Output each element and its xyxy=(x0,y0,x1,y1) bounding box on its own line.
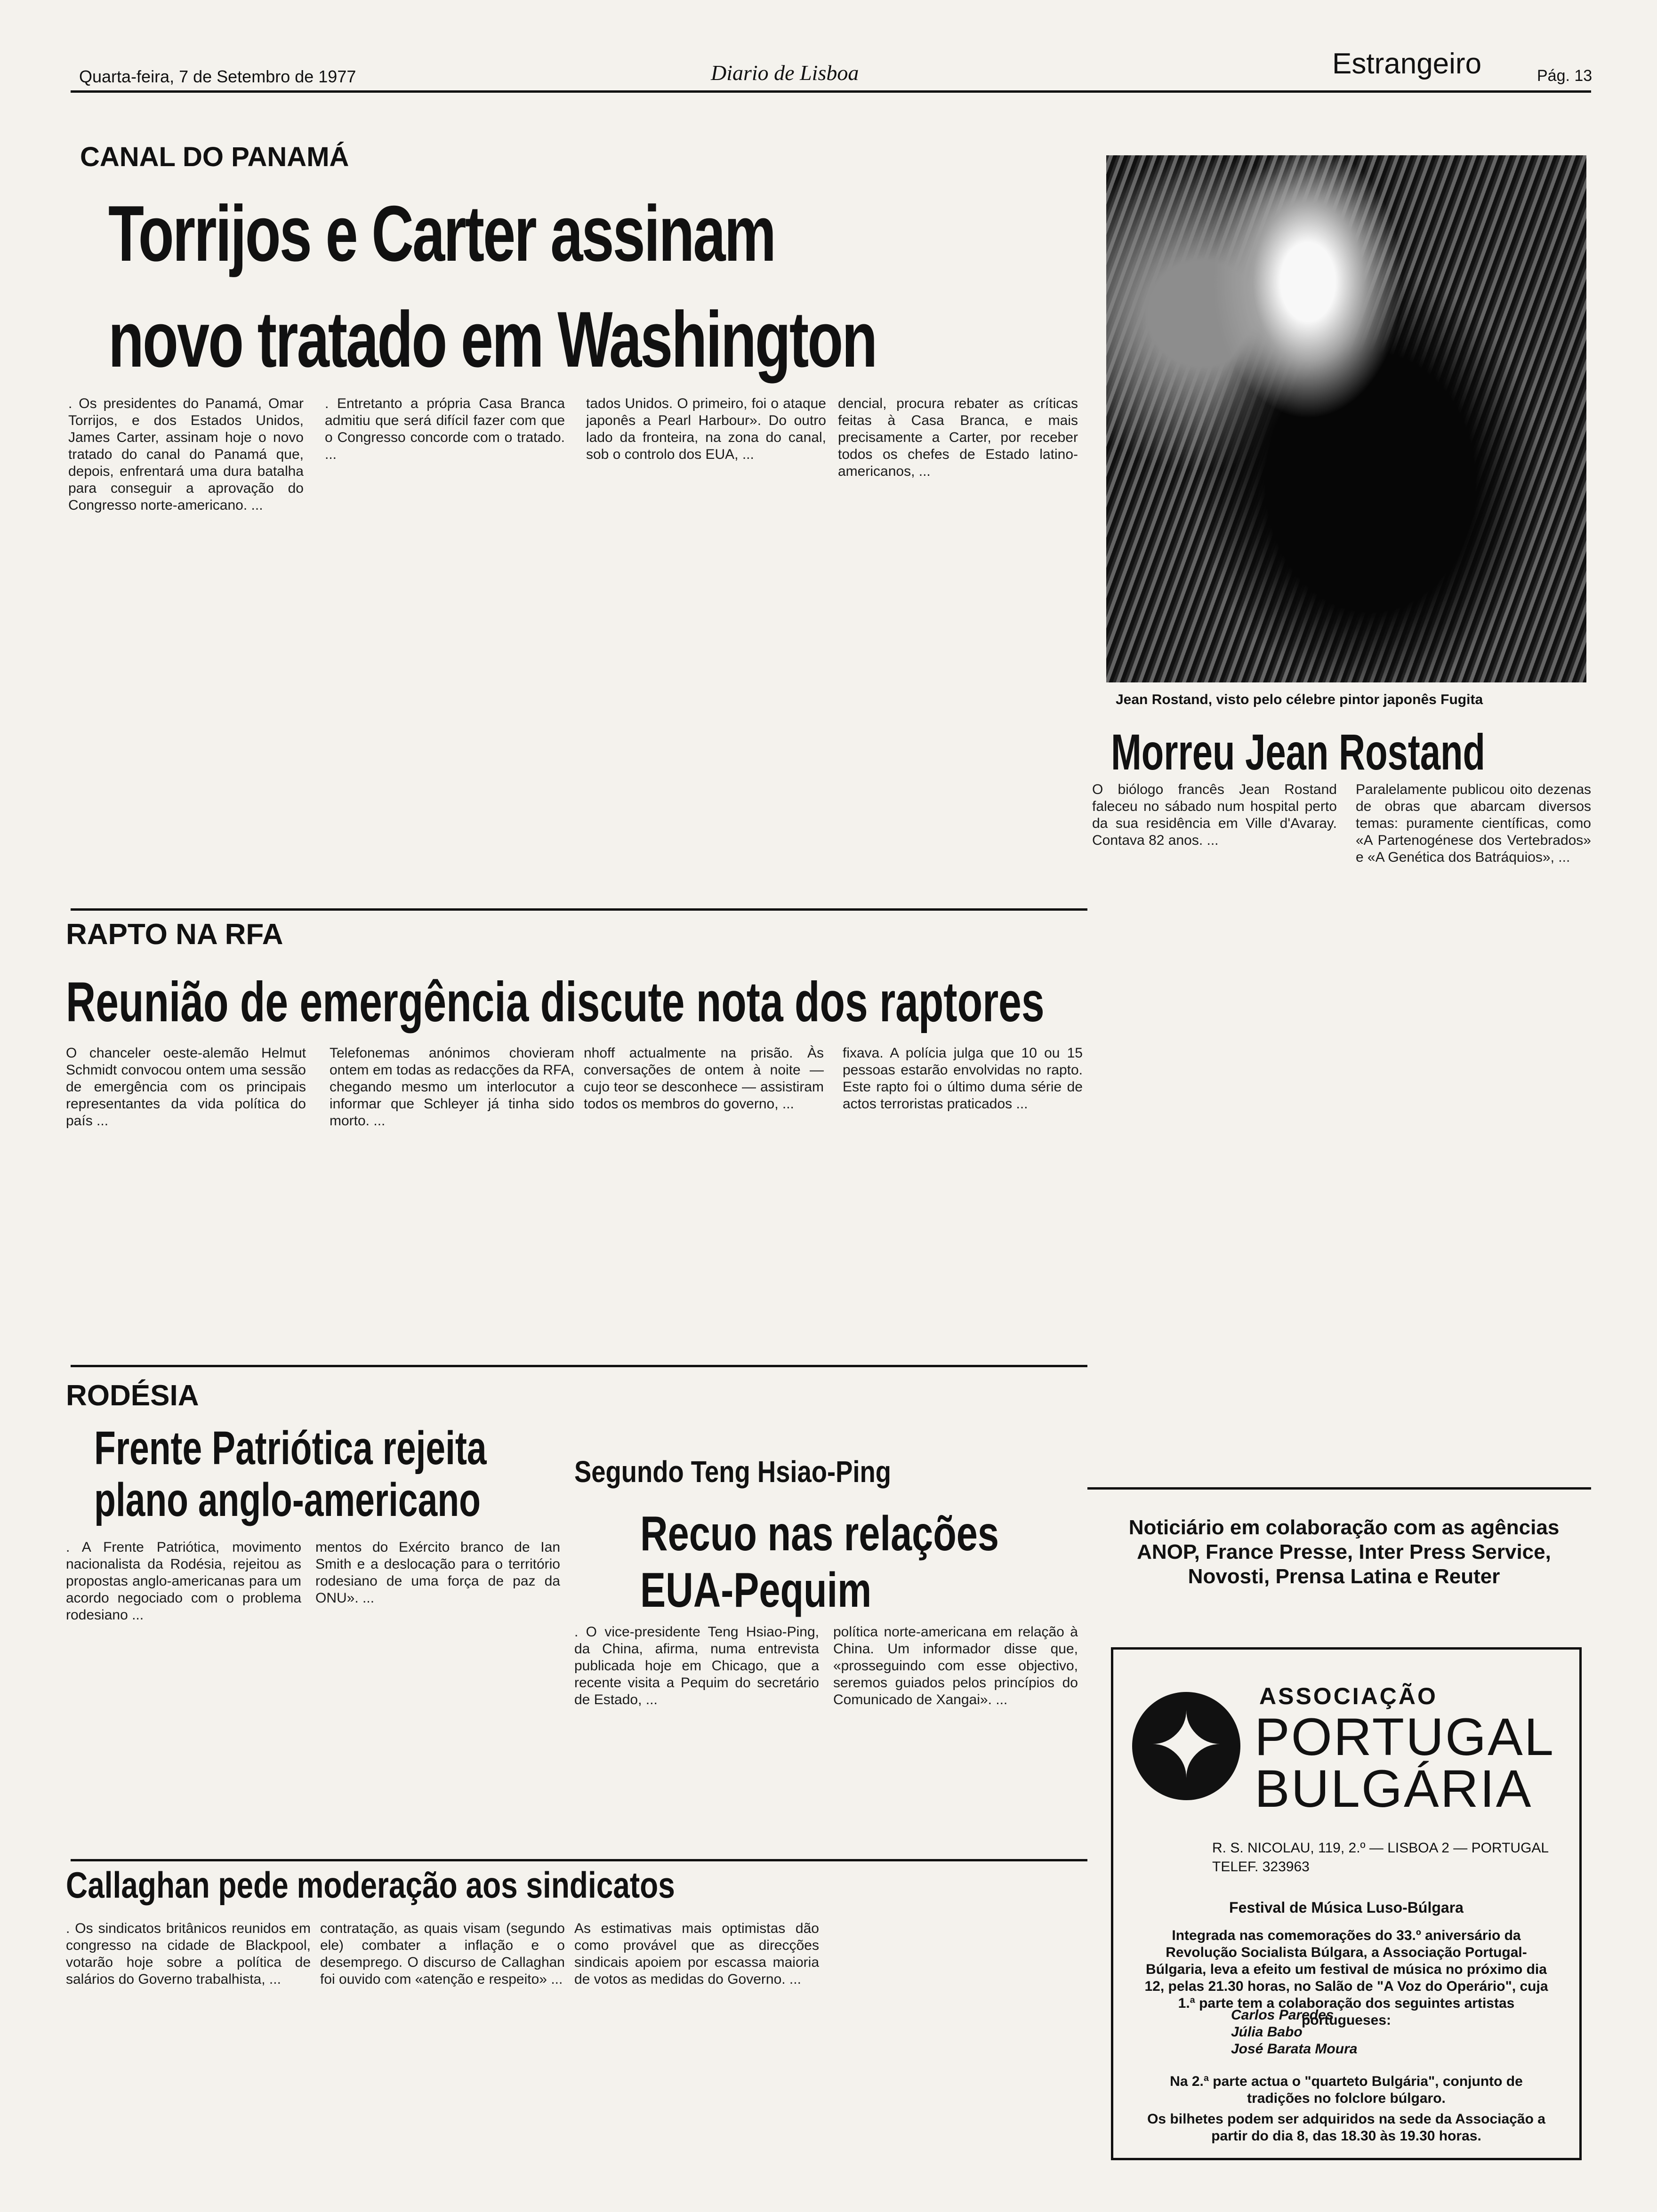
panama-col-2: . Entretanto a própria Casa Branca admitiu que será difícil fazer com que o Congresso concorde com o tratado. ... xyxy=(325,396,565,462)
divider-rfa xyxy=(71,1365,1087,1367)
ad-phone: TELEF. 323963 xyxy=(1212,1859,1310,1875)
callaghan-col-2: contratação, as quais visam (segundo ele) combater a inflação e o desemprego. O discurso de Callaghan foi ouvido com «atenção e respeito» ... xyxy=(320,1921,565,1987)
rfa-col-1: O chanceler oeste-alemão Helmut Schmidt convocou ontem uma sessão de emergência com os principais representantes da vida política do país ... xyxy=(66,1045,306,1129)
rodesia-col-2: mentos do Exército branco de Ian Smith e a deslocação para o território rodesiano de uma força de paz da ONU». ... xyxy=(315,1539,560,1606)
panama-col-4: dencial, procura rebater as críticas feitas à Casa Branca, e mais precisamente a Carter, por receber todos os chefes de Estado latino-americanos, ... xyxy=(838,396,1078,479)
divider-rostand xyxy=(1087,1487,1591,1490)
rostand-col-2: Paralelamente publicou oito dezenas de obras que abarcam diversos temas: puramente científicas, como «A Partenogénese dos Vertebrados» e «A Genética dos Batráquios», ... xyxy=(1356,782,1591,865)
ad-name-line-1: PORTUGAL xyxy=(1255,1707,1555,1766)
ad-festival-title: Festival de Música Luso-Búlgara xyxy=(1229,1899,1464,1916)
headline-panama-2: novo tratado em Washington xyxy=(108,295,877,384)
header-rule xyxy=(71,90,1591,93)
rodesia-col-1: . A Frente Patriótica, movimento nacionalista da Rodésia, rejeitou as propostas anglo-americanas para um acordo negociado com o problema rodesiano ... xyxy=(66,1539,301,1623)
rostand-photo-caption: Jean Rostand, visto pelo célebre pintor japonês Fugita xyxy=(1116,692,1483,707)
headline-rostand: Morreu Jean Rostand xyxy=(1111,723,1486,780)
headline-rodesia-1: Frente Patriótica rejeita xyxy=(94,1422,487,1475)
teng-col-2: política norte-americana em relação à China. Um informador disse que, «prosseguindo com esse objectivo, seremos guiados pelos princípios do Comunicado de Xangai». ... xyxy=(833,1624,1078,1707)
callaghan-col-3: As estimativas mais optimistas dão como provável que as direcções sindicais apoiem por escassa maioria de votos as medidas do Governo. ... xyxy=(574,1921,819,1987)
ad-association-label: ASSOCIAÇÃO xyxy=(1259,1683,1438,1709)
rfa-col-3: nhoff actualmente na prisão. Às conversações de ontem à noite — cujo teor se desconhece — assistiram todos os membros do governo, ... xyxy=(584,1045,824,1112)
masthead: Diario de Lisboa xyxy=(711,61,859,85)
callaghan-col-1: . Os sindicatos britânicos reunidos em congresso na cidade de Blackpool, votarão hoje sobre a política de salários do Governo trabalhista, ... xyxy=(66,1921,311,1987)
divider-panama xyxy=(71,908,1087,911)
rostand-portrait-photo xyxy=(1106,155,1586,682)
ad-artist-3: José Barata Moura xyxy=(1231,2041,1358,2057)
page-number: Pág. 13 xyxy=(1537,67,1593,85)
ad-address: R. S. NICOLAU, 119, 2.º — LISBOA 2 — PORTUGAL xyxy=(1212,1840,1549,1856)
star-logo-icon xyxy=(1132,1692,1240,1800)
kicker-rfa: RAPTO NA RFA xyxy=(66,918,283,951)
headline-callaghan: Callaghan pede moderação aos sindicatos xyxy=(66,1864,675,1906)
ad-note-1: Na 2.ª parte actua o "quarteto Bulgária", conjunto de tradições no folclore búlgaro. xyxy=(1170,2074,1523,2106)
ad-artist-1: Carlos Paredes xyxy=(1231,2007,1334,2023)
ad-body-text: Integrada nas comemorações do 33.º aniversário da Revolução Socialista Búlgara, a Associação Portugal-Búlgaria, leva a efeito um festival de música no próximo dia 12, pelas 21.30 horas, no Salão de "A Voz do Operário", cuja 1.ª parte tem a colaboração dos seguintes artistas portugueses: xyxy=(1144,1928,1548,2028)
headline-teng-1: Recuo nas relações xyxy=(640,1507,999,1561)
headline-rodesia-2: plano anglo-americano xyxy=(94,1474,481,1526)
kicker-rodesia: RODÉSIA xyxy=(66,1379,199,1412)
agencies-note: Noticiário em colaboração com as agências ANOP, France Presse, Inter Press Service, Novosti, Prensa Latina e Reuter xyxy=(1128,1516,1560,1588)
ad-name-line-2: BULGÁRIA xyxy=(1255,1759,1533,1818)
headline-teng-2: EUA-Pequim xyxy=(640,1563,872,1618)
ad-portugal-bulgaria xyxy=(1111,1647,1582,2160)
panama-col-1: . Os presidentes do Panamá, Omar Torrijos, e dos Estados Unidos, James Carter, assinam hoje o novo tratado do canal do Panamá que, depois, enfrentará uma dura batalha para conseguir a aprovação do Congresso norte-americano. ... xyxy=(68,396,304,513)
rfa-col-4: fixava. A polícia julga que 10 ou 15 pessoas estarão envolvidas no rapto. Este rapto foi o último duma série de actos terroristas praticados ... xyxy=(843,1045,1083,1112)
ad-artist-2: Júlia Babo xyxy=(1231,2024,1303,2040)
section-title: Estrangeiro xyxy=(1332,48,1482,80)
panama-col-3: tados Unidos. O primeiro, foi o ataque japonês a Pearl Harbour». Do outro lado da fronteira, na zona do canal, sob o controlo dos EUA, ... xyxy=(586,396,826,462)
ad-note-2: Os bilhetes podem ser adquiridos na sede da Associação a partir do dia 8, das 18.30 às 19.30 horas. xyxy=(1147,2111,1545,2144)
rfa-col-2: Telefonemas anónimos chovieram ontem em todas as redacções da RFA, chegando mesmo um interlocutor a informar que Schleyer já tinha sido morto. ... xyxy=(330,1045,574,1129)
divider-rodesia xyxy=(71,1859,1087,1861)
header-date: Quarta-feira, 7 de Setembro de 1977 xyxy=(79,67,356,86)
kicker-panama: CANAL DO PANAMÁ xyxy=(80,142,349,172)
kicker-teng: Segundo Teng Hsiao-Ping xyxy=(574,1455,891,1489)
headline-panama-1: Torrijos e Carter assinam xyxy=(108,189,775,278)
headline-rfa: Reunião de emergência discute nota dos raptores xyxy=(66,970,1045,1034)
rostand-col-1: O biólogo francês Jean Rostand faleceu no sábado num hospital perto da sua residência em Ville d'Avaray. Contava 82 anos. ... xyxy=(1092,782,1337,848)
teng-col-1: . O vice-presidente Teng Hsiao-Ping, da China, afirma, numa entrevista publicada hoje em Chicago, que a recente visita a Pequim do secretário de Estado, ... xyxy=(574,1624,819,1707)
